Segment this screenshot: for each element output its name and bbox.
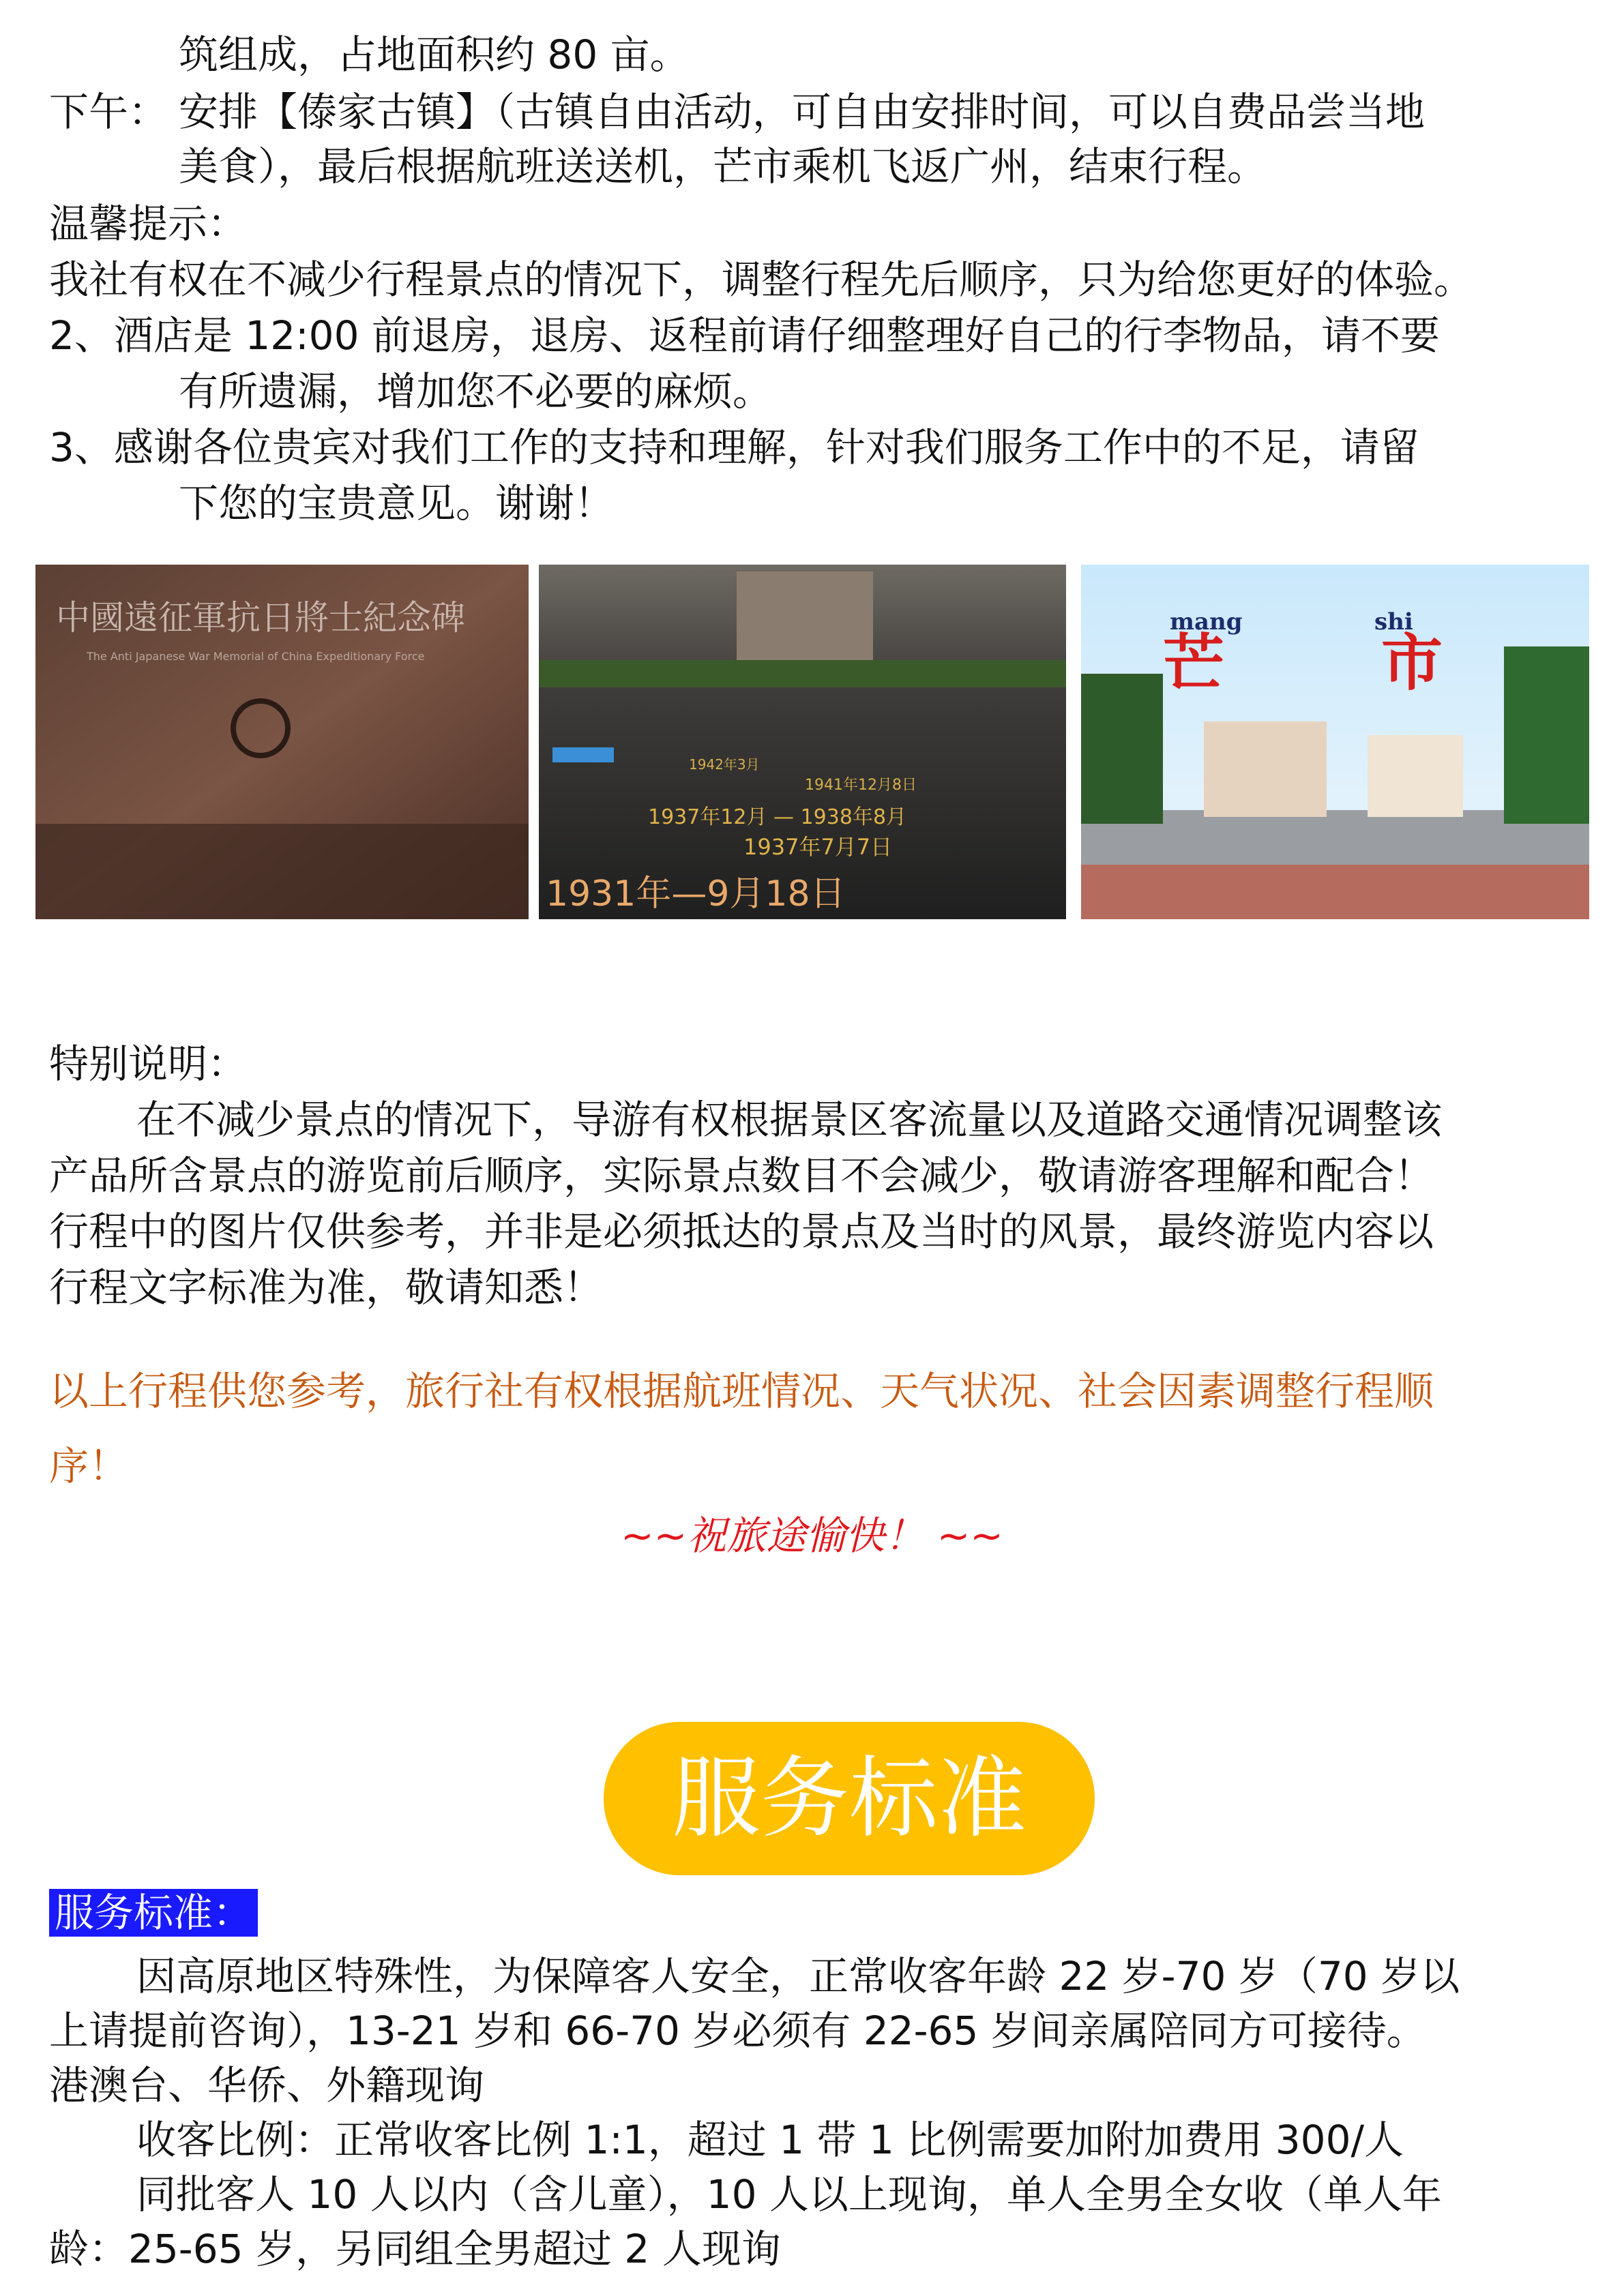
hall-date-3: 1937年12月 — 1938年8月 xyxy=(648,805,907,829)
hall-date-5: 1931年—9月18日 xyxy=(546,874,846,914)
notice-line-2: 序！ xyxy=(49,1443,129,1489)
memorial-hall-photo xyxy=(539,565,1066,919)
special-para-4: 行程文字标准为准，敬请知悉！ xyxy=(49,1264,604,1311)
tips-item-2b: 有所遗漏，增加您不必要的麻烦。 xyxy=(179,368,773,415)
service-para-6: 龄：25-65 岁，另同组全男超过 2 人现询 xyxy=(49,2226,781,2272)
tips-item-1: 我社有权在不减少行程景点的情况下，调整行程先后顺序，只为给您更好的体验。 xyxy=(49,256,1474,303)
afternoon-text-2: 美食），最后根据航班送送机，芒市乘机飞返广州，结束行程。 xyxy=(179,143,1267,190)
service-para-4: 收客比例：正常收客比例 1:1，超过 1 带 1 比例需要加附加费用 300/人 xyxy=(136,2117,1404,2163)
mangshi-pinyin-2: shi xyxy=(1374,608,1413,636)
service-standard-label: 服务标准： xyxy=(49,1889,258,1937)
memorial-inscription: 中國遠征軍抗日將士紀念碑 xyxy=(56,598,465,638)
wish-text: ~~祝旅途愉快！ ~~ xyxy=(621,1512,1003,1559)
mangshi-street-photo xyxy=(1081,565,1589,919)
afternoon-text-1: 安排【傣家古镇】（古镇自由活动，可自由安排时间，可以自费品尝当地 xyxy=(179,89,1426,135)
hall-date-4: 1937年7月7日 xyxy=(743,834,893,860)
service-para-1: 因高原地区特殊性，为保障客人安全，正常收客年龄 22 岁-70 岁（70 岁以 xyxy=(136,1953,1460,1999)
service-para-2: 上请提前咨询），13-21 岁和 66-70 岁必须有 22-65 岁间亲属陪同方可接待。 xyxy=(49,2008,1426,2054)
tips-item-3a: 3、感谢各位贵宾对我们工作的支持和理解，针对我们服务工作中的不足，请留 xyxy=(49,424,1419,471)
service-standard-badge: 服务标准 xyxy=(604,1722,1095,1875)
itinerary-line-1: 筑组成，占地面积约 80 亩。 xyxy=(179,31,690,78)
service-para-3: 港澳台、华侨、外籍现询 xyxy=(49,2062,485,2108)
special-title: 特别说明： xyxy=(49,1041,248,1087)
mangshi-char-2: 市 xyxy=(1381,627,1443,699)
tips-item-2a: 2、酒店是 12:00 前退房，退房、返程前请仔细整理好自己的行李物品，请不要 xyxy=(49,312,1440,359)
tips-item-3b: 下您的宝贵意见。谢谢！ xyxy=(179,480,615,526)
mangshi-pinyin-1: mang xyxy=(1170,608,1243,636)
mangshi-char-1: 芒 xyxy=(1163,627,1224,699)
notice-line-1: 以上行程供您参考，旅行社有权根据航班情况、天气状况、社会因素调整行程顺 xyxy=(49,1368,1434,1414)
special-para-2: 产品所含景点的游览前后顺序，实际景点数目不会减少，敬请游客理解和配合！ xyxy=(49,1152,1434,1199)
tips-title: 温馨提示： xyxy=(49,200,248,247)
special-para-3: 行程中的图片仅供参考，并非是必须抵达的景点及当时的风景，最终游览内容以 xyxy=(49,1208,1434,1255)
special-para-1: 在不减少景点的情况下，导游有权根据景区客流量以及道路交通情况调整该 xyxy=(136,1097,1443,1143)
hall-date-1: 1942年3月 xyxy=(689,756,760,773)
memorial-subtitle: The Anti Japanese War Memorial of China Expeditionary Force xyxy=(87,650,425,663)
memorial-wall-photo xyxy=(35,565,529,919)
service-para-5: 同批客人 10 人以内（含儿童），10 人以上现询，单人全男全女收（单人年 xyxy=(136,2171,1442,2218)
hall-date-2: 1941年12月8日 xyxy=(805,777,917,794)
afternoon-label: 下午： xyxy=(49,89,168,135)
